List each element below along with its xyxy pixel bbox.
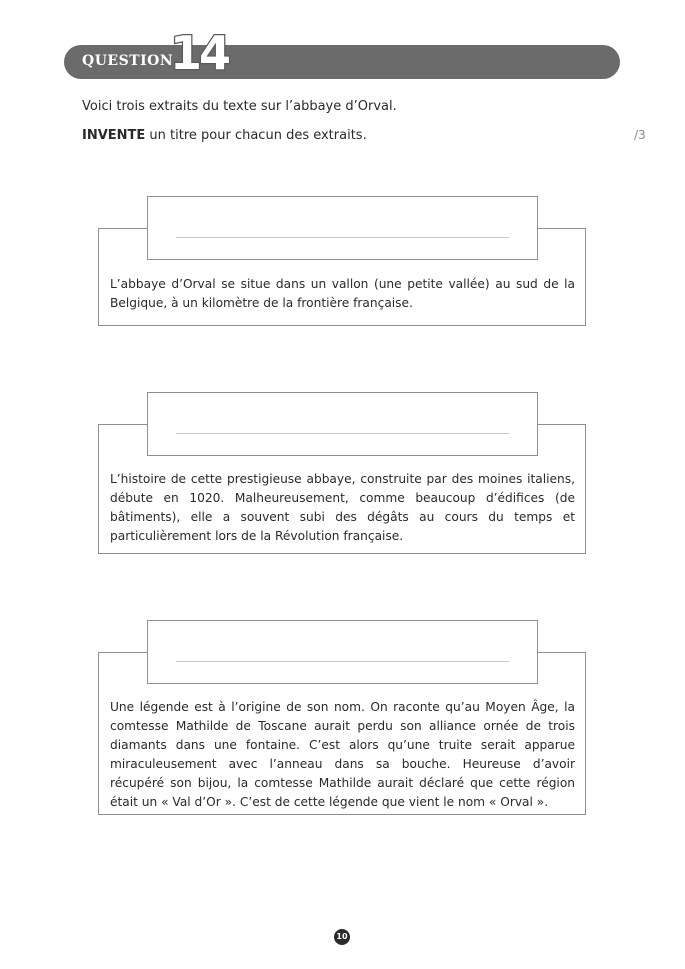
question-number: 14 (170, 26, 229, 80)
title-field-3[interactable] (147, 620, 538, 684)
title-answer-line-1 (176, 237, 509, 238)
title-field-1[interactable] (147, 196, 538, 260)
page-number: 10 (334, 929, 350, 945)
title-answer-line-3 (176, 661, 509, 662)
extract-text-3: Une légende est à l’origine de son nom. On raconte qu’au Moyen Âge, la comtesse Mathilde de Toscane aurait perdu son alliance ornée de trois diamants dans une fontaine. C’est alors qu’une truite serait apparue miraculeusement avec l’anneau dans sa bouche. Heureuse d’avoir récupéré son bijou, la comtesse Mathilde aurait déclaré que cette région était un « Val d’Or ». C’est de cette légende que vient le nom « Orval ». (110, 700, 575, 809)
instruction-rest: un titre pour chacun des extraits. (145, 128, 367, 143)
extract-text-2: L’histoire de cette prestigieuse abbaye, construite par des moines italiens, débute en 1020. Malheureusement, comme beaucoup d’édifices (de bâtiments), elle a souvent subi des dégâts au cours du temps et particulièrement lors de la Révolution française. (110, 472, 575, 543)
instruction (82, 128, 367, 143)
score-label: /3 (634, 128, 646, 142)
intro-text: Voici trois extraits du texte sur l’abbaye d’Orval. (82, 99, 397, 114)
title-field-2[interactable] (147, 392, 538, 456)
title-answer-line-2 (176, 433, 509, 434)
extract-text-1: L’abbaye d’Orval se situe dans un vallon (une petite vallée) au sud de la Belgique, à un kilomètre de la frontière française. (110, 277, 575, 310)
instruction-keyword: INVENTE (82, 128, 146, 143)
question-label: QUESTION (82, 53, 174, 69)
